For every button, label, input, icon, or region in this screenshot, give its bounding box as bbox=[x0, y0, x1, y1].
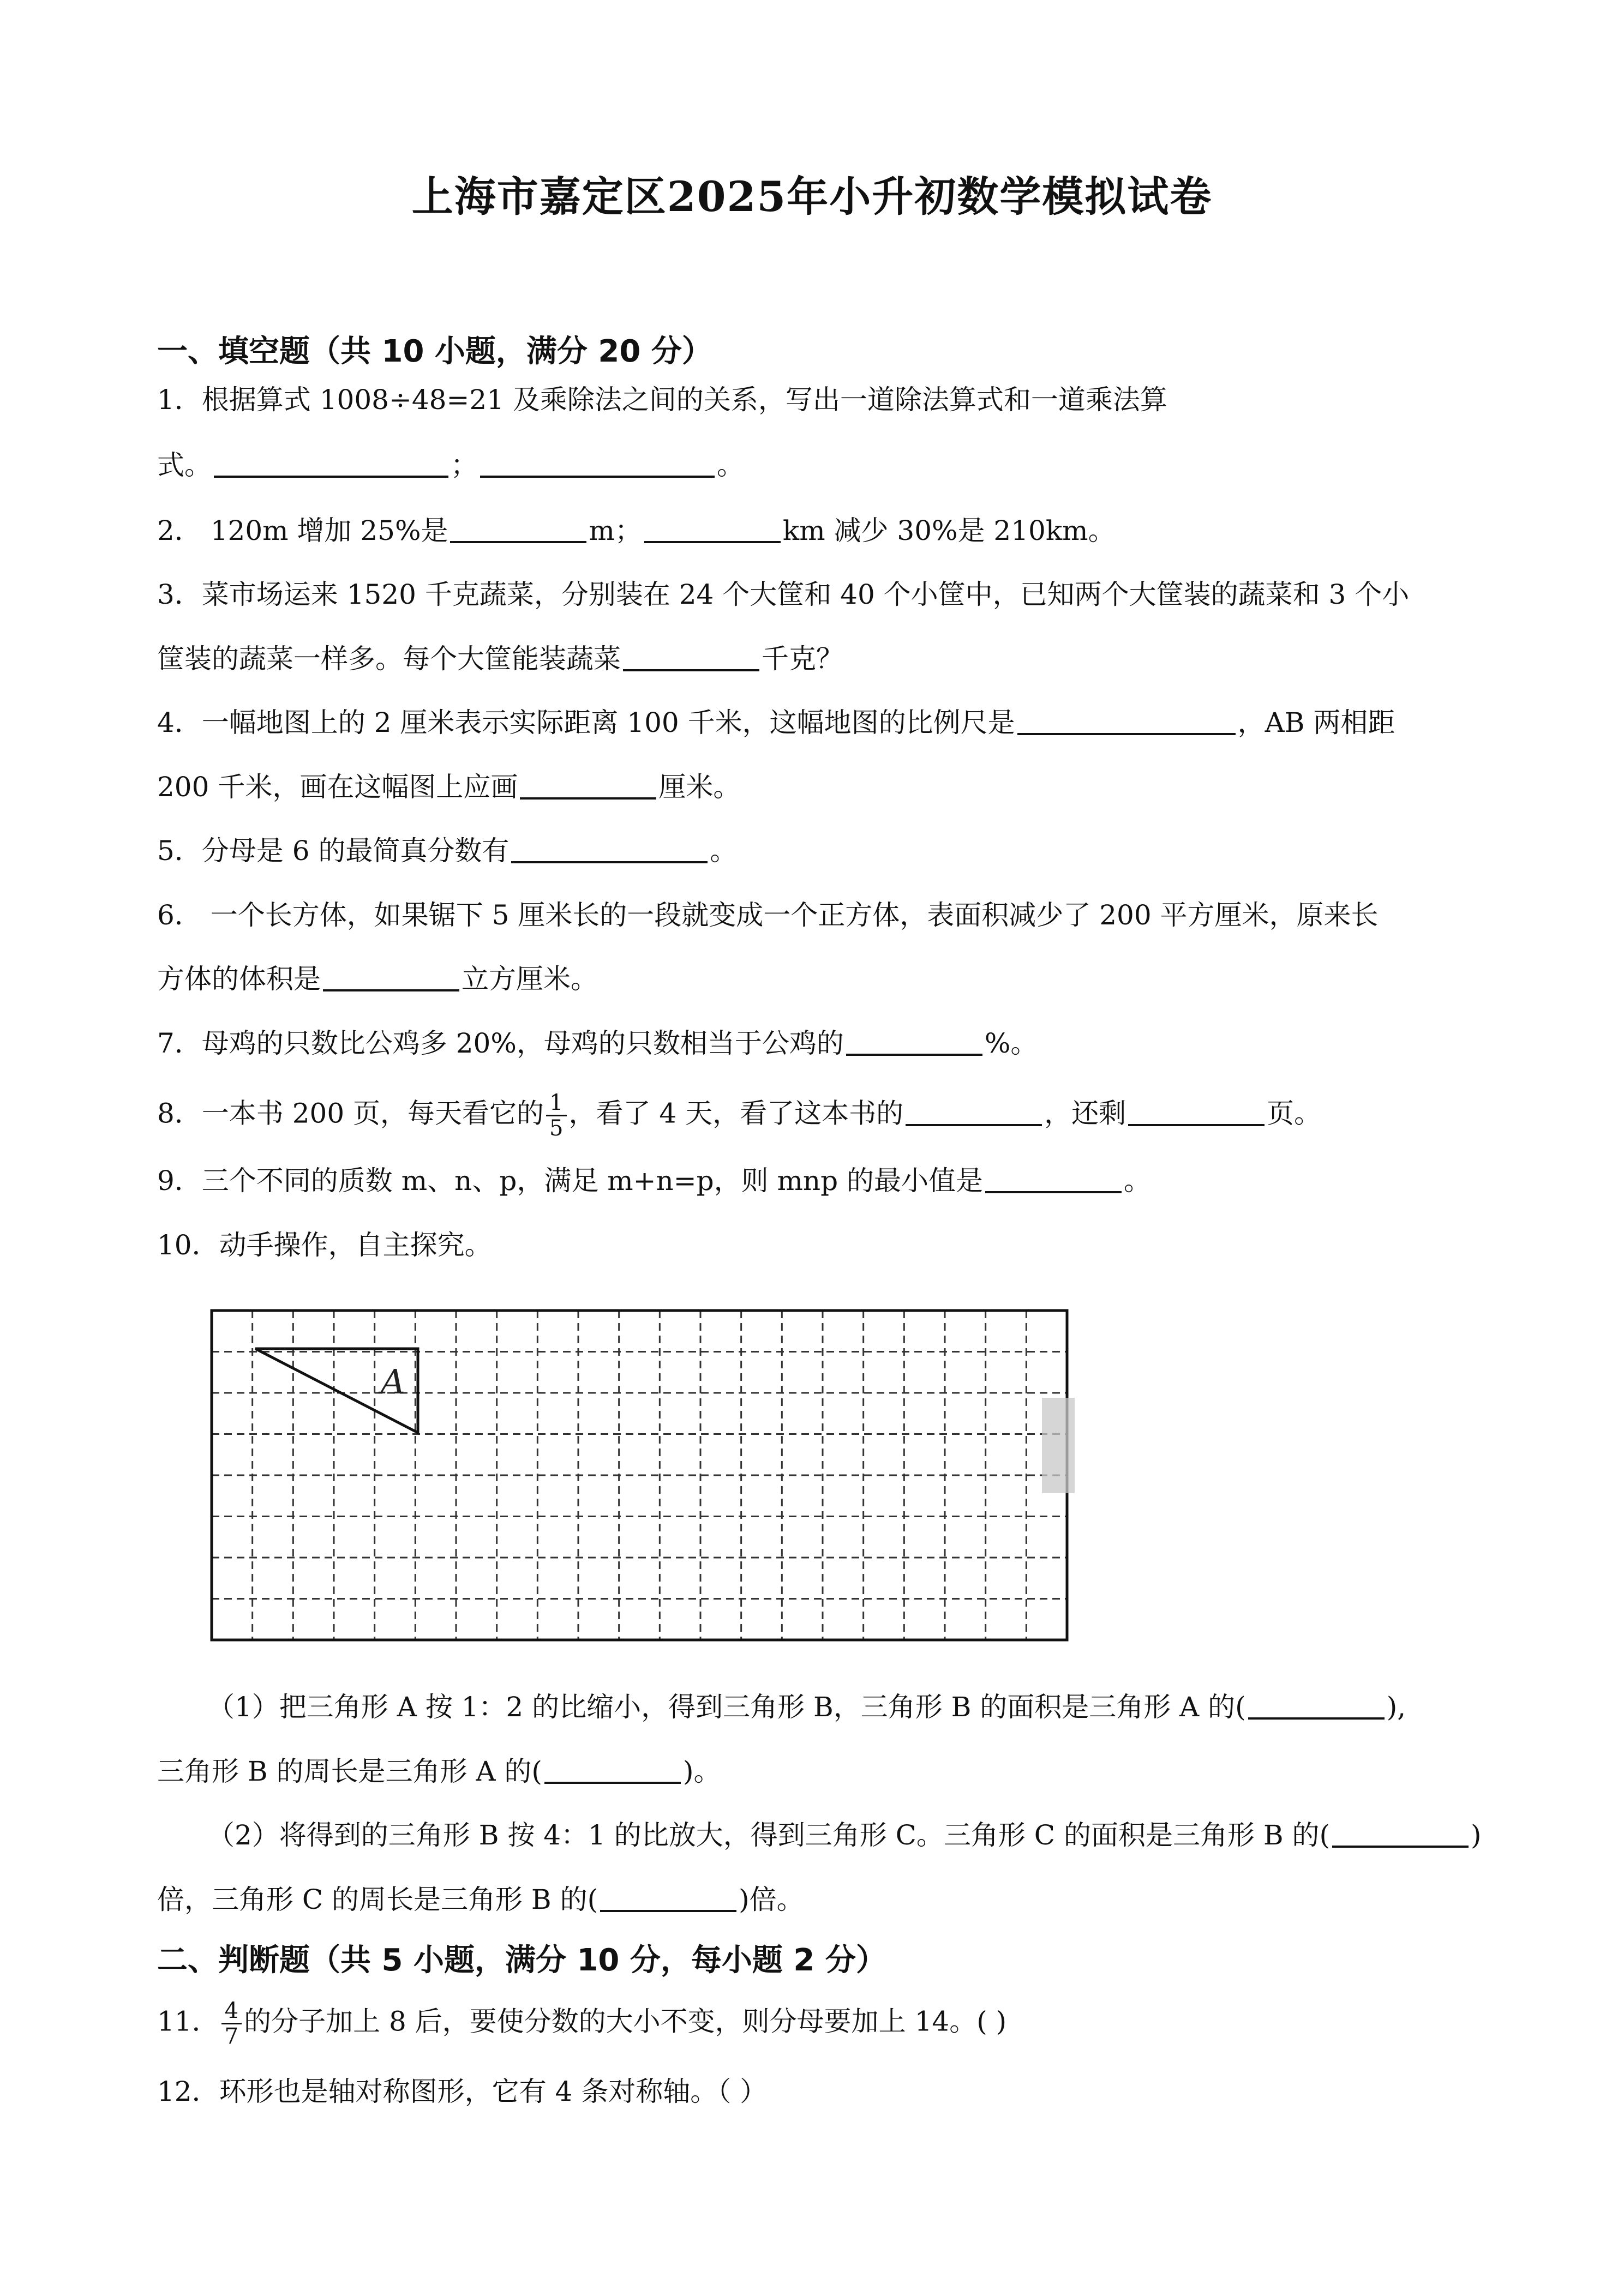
fraction-numerator: 1 bbox=[546, 1091, 566, 1116]
grid-figure bbox=[207, 1306, 1080, 1655]
question-6-line-2 bbox=[157, 963, 1477, 995]
question-7-end: %。 bbox=[984, 1027, 1038, 1059]
answer-blank[interactable] bbox=[623, 669, 759, 671]
question-10-part-1-text-3: 三角形 B 的周长是三角形 A 的( bbox=[157, 1756, 542, 1787]
answer-blank[interactable] bbox=[520, 797, 656, 800]
fraction-four-sevenths bbox=[221, 1999, 242, 2048]
question-12 bbox=[157, 2075, 1477, 2108]
question-10-part-2-line-2 bbox=[157, 1883, 1477, 1916]
question-8-text: 8．一本书 200 页，每天看它的 bbox=[157, 1097, 544, 1129]
grid-svg bbox=[207, 1306, 1080, 1655]
scroll-handle bbox=[1042, 1398, 1075, 1493]
question-3-text: 3．菜市场运来 1520 千克蔬菜，分别装在 24 个大筐和 40 个小筐中，已知两个大筐装的蔬菜和 3 个小 bbox=[157, 579, 1410, 610]
question-4-line-1 bbox=[157, 706, 1477, 739]
question-6-text: 6． 一个长方体，如果锯下 5 厘米长的一段就变成一个正方体，表面积减少了 200 平方厘米，原来长 bbox=[157, 899, 1379, 931]
question-10-part-2-text-3: 倍，三角形 C 的周长是三角形 B 的( bbox=[157, 1884, 598, 1915]
question-6-end: 立方厘米。 bbox=[462, 963, 598, 995]
question-6-line-1 bbox=[157, 899, 1477, 931]
question-10-part-2-text: （2）将得到的三角形 B 按 4：1 的比放大，得到三角形 C。三角形 C 的面积是三角形 B 的( bbox=[207, 1819, 1330, 1851]
question-5-end: 。 bbox=[710, 835, 738, 867]
question-8-end: 页。 bbox=[1267, 1097, 1322, 1129]
answer-blank[interactable] bbox=[480, 476, 715, 478]
question-3-end: 千克？ bbox=[762, 643, 843, 675]
question-2-end: km 减少 30%是 210km。 bbox=[782, 515, 1116, 546]
question-10-part-1-end: )。 bbox=[682, 1756, 721, 1787]
question-6-text-2: 方体的体积是 bbox=[157, 963, 321, 995]
answer-blank[interactable] bbox=[1248, 1717, 1385, 1720]
answer-blank[interactable] bbox=[1332, 1846, 1469, 1848]
question-10-part-1-line-1 bbox=[207, 1691, 1527, 1723]
answer-blank[interactable] bbox=[511, 861, 708, 863]
answer-blank[interactable] bbox=[644, 541, 781, 543]
section-heading-fill-in: 一、填空题（共 10 小题，满分 20 分） bbox=[157, 334, 712, 369]
question-3-line-2 bbox=[157, 642, 1477, 675]
question-3-line-1 bbox=[157, 578, 1477, 611]
question-4-text: 4．一幅地图上的 2 厘米表示实际距离 100 千米，这幅地图的比例尺是 bbox=[157, 707, 1015, 738]
question-8 bbox=[157, 1091, 1477, 1140]
question-1-prefix: 式。 bbox=[157, 449, 212, 481]
question-1-text: 1．根据算式 1008÷48=21 及乘除法之间的关系，写出一道除法算式和一道乘法算 bbox=[157, 384, 1167, 416]
question-4-text-3: 200 千米，画在这幅图上应画 bbox=[157, 771, 518, 803]
question-10-part-2-text-2: ) bbox=[1470, 1819, 1482, 1851]
question-9 bbox=[157, 1164, 1477, 1197]
fraction-one-fifth bbox=[546, 1091, 566, 1140]
question-7-text: 7．母鸡的只数比公鸡多 20%，母鸡的只数相当于公鸡的 bbox=[157, 1027, 844, 1059]
answer-blank[interactable] bbox=[846, 1054, 982, 1056]
answer-blank[interactable] bbox=[214, 476, 448, 478]
question-12-text: 12．环形也是轴对称图形，它有 4 条对称轴。（ ） bbox=[157, 2076, 768, 2107]
question-8-text-2: ，看了 4 天，看了这本书的 bbox=[568, 1097, 904, 1129]
question-11 bbox=[157, 1999, 1477, 2048]
answer-blank[interactable] bbox=[450, 541, 586, 543]
answer-blank[interactable] bbox=[600, 1910, 736, 1912]
question-5 bbox=[157, 834, 1477, 867]
question-1-line-2 bbox=[157, 449, 1477, 482]
question-8-text-3: ，还剩 bbox=[1044, 1097, 1126, 1129]
question-1-end: 。 bbox=[717, 449, 744, 481]
answer-blank[interactable] bbox=[985, 1191, 1122, 1193]
question-9-text: 9．三个不同的质数 m、n、p，满足 m+n=p，则 mnp 的最小值是 bbox=[157, 1165, 984, 1197]
question-2-unit: m； bbox=[589, 515, 642, 546]
question-10-part-1-text-2: ), bbox=[1386, 1691, 1406, 1723]
question-10 bbox=[157, 1229, 1477, 1261]
question-4-end: 厘米。 bbox=[658, 771, 741, 803]
question-1-line-1 bbox=[157, 383, 1477, 416]
page-title: 上海市嘉定区2025年小升初数学模拟试卷 bbox=[411, 172, 1213, 221]
question-5-text: 5．分母是 6 的最简真分数有 bbox=[157, 835, 510, 867]
question-3-text-2: 筐装的蔬菜一样多。每个大筐能装蔬菜 bbox=[157, 643, 621, 675]
triangle-a-label: A bbox=[381, 1362, 405, 1402]
question-10-part-1-text: （1）把三角形 A 按 1：2 的比缩小，得到三角形 B，三角形 B 的面积是三角形 A 的( bbox=[207, 1691, 1246, 1723]
question-10-text: 10．动手操作，自主探究。 bbox=[157, 1229, 492, 1261]
question-10-part-2-line-1 bbox=[207, 1819, 1527, 1852]
question-10-part-1-line-2 bbox=[157, 1755, 1477, 1788]
question-10-part-2-end: )倍。 bbox=[739, 1884, 804, 1915]
section-heading-judgement: 二、判断题（共 5 小题，满分 10 分，每小题 2 分） bbox=[157, 1943, 886, 1978]
question-4-line-2 bbox=[157, 771, 1477, 803]
question-2 bbox=[157, 514, 1477, 547]
answer-blank[interactable] bbox=[1017, 733, 1236, 735]
question-1-separator: ； bbox=[451, 449, 478, 481]
answer-blank[interactable] bbox=[906, 1124, 1042, 1126]
question-2-text: 2． 120m 增加 25%是 bbox=[157, 515, 448, 546]
question-4-text-2: ，AB 两相距 bbox=[1237, 707, 1395, 738]
answer-blank[interactable] bbox=[1128, 1124, 1265, 1126]
answer-blank[interactable] bbox=[323, 989, 459, 991]
answer-blank[interactable] bbox=[544, 1782, 681, 1784]
grid-lines bbox=[212, 1311, 1067, 1640]
fraction-numerator: 4 bbox=[221, 1999, 242, 2024]
question-7 bbox=[157, 1027, 1477, 1060]
fraction-denominator: 7 bbox=[224, 2024, 239, 2049]
question-11-text: 的分子加上 8 后，要使分数的大小不变，则分母要加上 14。( ) bbox=[244, 2005, 1007, 2037]
fraction-denominator: 5 bbox=[549, 1116, 564, 1141]
question-11-prefix: 11． bbox=[157, 2005, 219, 2037]
question-9-end: 。 bbox=[1124, 1165, 1152, 1197]
